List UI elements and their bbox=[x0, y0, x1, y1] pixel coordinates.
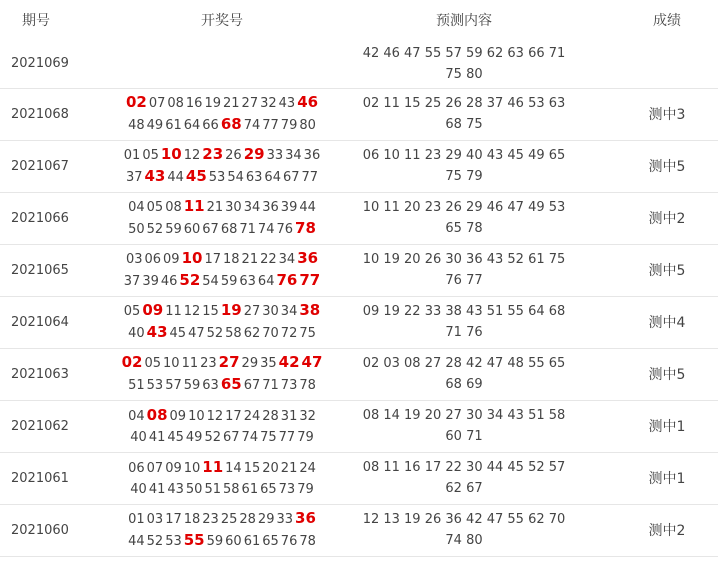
draw-number: 59 bbox=[220, 274, 238, 289]
result-cell bbox=[576, 40, 718, 88]
hit-number: 55 bbox=[183, 531, 205, 549]
result-cell: 测中1 bbox=[576, 452, 718, 504]
draw-number: 33 bbox=[276, 512, 294, 527]
draw-number: 58 bbox=[225, 326, 242, 341]
draw-number: 60 bbox=[225, 534, 242, 549]
prediction-line: 02 11 15 25 26 28 37 46 53 63 bbox=[362, 96, 566, 111]
draw-number: 07 bbox=[146, 460, 164, 476]
draw-numbers-line bbox=[92, 352, 352, 374]
hit-number: 29 bbox=[243, 145, 265, 163]
draw-number: 27 bbox=[243, 304, 261, 319]
draw-number: 41 bbox=[148, 481, 166, 497]
prediction-cell bbox=[352, 504, 576, 556]
prediction-line: 60 71 bbox=[445, 429, 483, 444]
draw-numbers-line bbox=[92, 530, 352, 552]
draw-number: 34 bbox=[243, 200, 261, 215]
draw-number: 28 bbox=[262, 408, 279, 424]
draw-number: 05 bbox=[123, 304, 141, 319]
draw-number: 52 bbox=[146, 534, 164, 549]
draw-number: 12 bbox=[183, 148, 201, 163]
draw-number: 04 bbox=[128, 408, 145, 424]
draw-number: 08 bbox=[167, 96, 184, 111]
draw-number: 33 bbox=[266, 148, 284, 163]
draw-number: 44 bbox=[128, 534, 145, 549]
draw-number: 52 bbox=[146, 222, 164, 237]
draw-numbers-line bbox=[92, 92, 352, 114]
hit-number: 27 bbox=[218, 353, 240, 371]
draw-number: 52 bbox=[204, 429, 221, 445]
hit-number: 77 bbox=[299, 271, 321, 289]
draw-number: 21 bbox=[241, 252, 259, 267]
hit-number: 02 bbox=[121, 353, 143, 371]
draw-number: 45 bbox=[167, 429, 184, 445]
draw-numbers-cell bbox=[92, 296, 352, 348]
draw-numbers-line bbox=[92, 405, 352, 427]
hit-number: 76 bbox=[276, 271, 298, 289]
draw-number: 46 bbox=[160, 274, 178, 289]
draw-number: 45 bbox=[169, 326, 187, 341]
draw-numbers-cell bbox=[92, 88, 352, 140]
prediction-line: 12 13 19 26 36 42 47 55 62 70 bbox=[362, 512, 566, 527]
draw-number: 14 bbox=[225, 460, 242, 476]
draw-number: 04 bbox=[128, 200, 145, 215]
draw-number: 21 bbox=[206, 200, 224, 215]
draw-number: 39 bbox=[142, 274, 159, 289]
draw-number: 53 bbox=[165, 534, 182, 549]
draw-number: 34 bbox=[278, 252, 296, 267]
draw-number: 32 bbox=[260, 96, 277, 111]
draw-number: 21 bbox=[280, 460, 298, 476]
draw-number: 59 bbox=[165, 222, 182, 237]
draw-number: 17 bbox=[165, 512, 182, 527]
prediction-line: 68 75 bbox=[445, 117, 483, 132]
draw-number: 15 bbox=[243, 460, 261, 476]
draw-number: 70 bbox=[262, 326, 279, 341]
draw-numbers-cell bbox=[92, 244, 352, 296]
hit-number: 11 bbox=[183, 197, 205, 215]
draw-number: 50 bbox=[185, 481, 203, 497]
hit-number: 36 bbox=[297, 249, 319, 267]
prediction-line: 74 80 bbox=[445, 533, 483, 548]
draw-number: 50 bbox=[128, 222, 145, 237]
hit-number: 36 bbox=[295, 509, 316, 527]
header-numbers: 开奖号 bbox=[201, 13, 243, 29]
draw-number: 68 bbox=[220, 222, 238, 237]
prediction-cell bbox=[352, 40, 576, 88]
header-result: 成绩 bbox=[653, 13, 681, 29]
issue-cell: 2021062 bbox=[0, 400, 92, 452]
prediction-cell bbox=[352, 192, 576, 244]
table-row bbox=[0, 452, 718, 504]
draw-numbers-line bbox=[92, 300, 352, 322]
draw-number: 76 bbox=[280, 534, 298, 549]
draw-number: 18 bbox=[223, 252, 240, 267]
draw-number: 67 bbox=[223, 429, 240, 445]
draw-numbers-cell bbox=[92, 400, 352, 452]
draw-numbers-line bbox=[92, 144, 352, 166]
draw-number: 17 bbox=[225, 408, 242, 424]
draw-number: 60 bbox=[183, 222, 201, 237]
draw-number: 72 bbox=[280, 326, 298, 341]
draw-number: 32 bbox=[299, 408, 316, 424]
draw-number: 37 bbox=[123, 274, 141, 289]
table-row bbox=[0, 504, 718, 556]
draw-number: 07 bbox=[148, 96, 166, 111]
draw-number: 64 bbox=[257, 274, 275, 289]
draw-number: 09 bbox=[163, 252, 180, 267]
draw-number: 20 bbox=[262, 460, 279, 476]
prediction-line: 75 79 bbox=[445, 169, 483, 184]
draw-numbers-cell bbox=[92, 452, 352, 504]
draw-number: 21 bbox=[223, 96, 240, 111]
result-cell: 测中3 bbox=[576, 88, 718, 140]
draw-number: 24 bbox=[243, 408, 261, 424]
table-row bbox=[0, 88, 718, 140]
draw-number: 79 bbox=[297, 429, 314, 445]
draw-number: 49 bbox=[146, 118, 164, 133]
prediction-line: 02 03 08 27 28 42 47 48 55 65 bbox=[362, 356, 566, 371]
header-issue: 期号 bbox=[22, 13, 50, 29]
prediction-line: 76 77 bbox=[445, 273, 483, 288]
draw-number: 64 bbox=[183, 118, 201, 133]
issue-cell: 2021064 bbox=[0, 296, 92, 348]
draw-number: 53 bbox=[208, 170, 226, 185]
draw-number: 41 bbox=[148, 429, 166, 445]
hit-number: 68 bbox=[220, 115, 242, 133]
draw-numbers-line bbox=[92, 322, 352, 344]
draw-number: 73 bbox=[280, 378, 298, 393]
prediction-line: 10 19 20 26 30 36 43 52 61 75 bbox=[362, 252, 566, 267]
prediction-cell bbox=[352, 400, 576, 452]
draw-number: 73 bbox=[278, 481, 296, 497]
draw-number: 28 bbox=[239, 512, 256, 527]
prediction-line: 75 80 bbox=[445, 66, 483, 82]
table-row bbox=[0, 40, 718, 88]
draw-number: 53 bbox=[146, 378, 164, 393]
draw-number: 67 bbox=[243, 378, 261, 393]
prediction-line: 06 10 11 23 29 40 43 45 49 65 bbox=[362, 148, 566, 163]
draw-number: 66 bbox=[202, 118, 219, 133]
draw-number: 47 bbox=[188, 326, 205, 341]
prediction-cell bbox=[352, 140, 576, 192]
draw-numbers-cell bbox=[92, 40, 352, 88]
draw-number: 19 bbox=[204, 96, 221, 111]
draw-number: 25 bbox=[220, 512, 238, 527]
prediction-line: 08 11 16 17 22 30 44 45 52 57 bbox=[362, 460, 566, 475]
draw-numbers-cell bbox=[92, 140, 352, 192]
draw-number: 65 bbox=[262, 534, 279, 549]
issue-cell: 2021060 bbox=[0, 504, 92, 556]
table-header-row bbox=[0, 0, 718, 40]
draw-number: 03 bbox=[125, 252, 143, 267]
draw-number: 34 bbox=[285, 148, 302, 163]
draw-number: 48 bbox=[128, 118, 145, 133]
prediction-line: 68 69 bbox=[445, 377, 483, 392]
draw-number: 15 bbox=[202, 304, 219, 319]
draw-number: 78 bbox=[299, 534, 316, 549]
draw-number: 40 bbox=[130, 429, 147, 445]
draw-number: 77 bbox=[301, 170, 319, 185]
draw-number: 51 bbox=[128, 378, 145, 393]
hit-number: 65 bbox=[220, 375, 242, 393]
draw-number: 58 bbox=[223, 481, 240, 497]
prediction-line: 08 14 19 20 27 30 34 43 51 58 bbox=[362, 408, 566, 423]
draw-number: 52 bbox=[206, 326, 224, 341]
draw-number: 01 bbox=[128, 512, 145, 527]
draw-number: 77 bbox=[262, 118, 279, 133]
draw-numbers-cell bbox=[92, 192, 352, 244]
draw-number: 36 bbox=[262, 200, 279, 215]
draw-number: 59 bbox=[206, 534, 224, 549]
hit-number: 42 bbox=[278, 353, 300, 371]
draw-number: 03 bbox=[146, 512, 164, 527]
prediction-cell bbox=[352, 244, 576, 296]
draw-number: 71 bbox=[239, 222, 256, 237]
draw-number: 09 bbox=[165, 460, 182, 476]
draw-number: 11 bbox=[165, 304, 182, 319]
draw-number: 30 bbox=[262, 304, 279, 319]
draw-numbers-line bbox=[92, 427, 352, 448]
draw-number: 01 bbox=[123, 148, 141, 163]
draw-number: 10 bbox=[183, 460, 201, 476]
draw-numbers-cell bbox=[92, 348, 352, 400]
table-row bbox=[0, 244, 718, 296]
draw-number: 77 bbox=[278, 429, 296, 445]
draw-number: 63 bbox=[245, 170, 263, 185]
issue-cell: 2021061 bbox=[0, 452, 92, 504]
hit-number: 43 bbox=[146, 323, 168, 341]
draw-number: 12 bbox=[206, 408, 224, 424]
draw-number: 44 bbox=[167, 170, 184, 185]
draw-number: 37 bbox=[125, 170, 143, 185]
result-cell: 测中5 bbox=[576, 244, 718, 296]
hit-number: 45 bbox=[185, 167, 207, 185]
hit-number: 43 bbox=[144, 167, 166, 185]
issue-cell: 2021068 bbox=[0, 88, 92, 140]
hit-number: 38 bbox=[299, 301, 321, 319]
draw-numbers-line bbox=[92, 248, 352, 270]
draw-number: 61 bbox=[165, 118, 182, 133]
draw-number: 09 bbox=[169, 408, 187, 424]
draw-number: 67 bbox=[282, 170, 300, 185]
table-row bbox=[0, 348, 718, 400]
draw-number: 29 bbox=[257, 512, 275, 527]
draw-number: 64 bbox=[264, 170, 281, 185]
draw-number: 65 bbox=[260, 481, 277, 497]
draw-number: 39 bbox=[280, 200, 298, 215]
draw-number: 10 bbox=[188, 408, 205, 424]
draw-number: 74 bbox=[243, 118, 261, 133]
draw-number: 62 bbox=[243, 326, 261, 341]
draw-number: 79 bbox=[280, 118, 298, 133]
draw-numbers-line bbox=[92, 457, 352, 479]
draw-number: 11 bbox=[181, 356, 199, 371]
issue-cell: 2021063 bbox=[0, 348, 92, 400]
draw-number: 06 bbox=[128, 460, 145, 476]
hit-number: 19 bbox=[220, 301, 242, 319]
draw-number: 59 bbox=[183, 378, 201, 393]
draw-number: 18 bbox=[183, 512, 201, 527]
hit-number: 11 bbox=[202, 457, 224, 476]
draw-number: 27 bbox=[241, 96, 259, 111]
hit-number: 02 bbox=[125, 93, 147, 111]
table-body bbox=[0, 40, 718, 556]
draw-number: 79 bbox=[297, 481, 314, 497]
draw-number: 23 bbox=[200, 356, 217, 371]
hit-number: 46 bbox=[297, 93, 319, 111]
result-cell: 测中5 bbox=[576, 140, 718, 192]
draw-number: 78 bbox=[299, 378, 316, 393]
draw-numbers-line bbox=[92, 114, 352, 136]
draw-number: 75 bbox=[260, 429, 277, 445]
draw-number: 40 bbox=[128, 326, 145, 341]
draw-number: 10 bbox=[163, 356, 180, 371]
prediction-cell bbox=[352, 348, 576, 400]
draw-numbers-line bbox=[92, 270, 352, 292]
table-row bbox=[0, 192, 718, 244]
draw-number: 23 bbox=[202, 512, 219, 527]
table-row bbox=[0, 400, 718, 452]
draw-number: 61 bbox=[241, 481, 259, 497]
draw-number: 74 bbox=[257, 222, 275, 237]
issue-cell: 2021067 bbox=[0, 140, 92, 192]
draw-number: 75 bbox=[299, 326, 316, 341]
hit-number: 09 bbox=[142, 301, 164, 319]
draw-number: 61 bbox=[243, 534, 261, 549]
draw-number: 44 bbox=[299, 200, 316, 215]
draw-numbers-cell bbox=[92, 504, 352, 556]
draw-number: 26 bbox=[225, 148, 242, 163]
draw-number: 16 bbox=[185, 96, 203, 111]
draw-number: 35 bbox=[260, 356, 277, 371]
draw-number: 40 bbox=[130, 481, 147, 497]
draw-numbers-line bbox=[92, 196, 352, 218]
hit-number: 10 bbox=[160, 145, 182, 163]
hit-number: 52 bbox=[179, 271, 201, 289]
result-cell: 测中5 bbox=[576, 348, 718, 400]
draw-number: 74 bbox=[241, 429, 259, 445]
draw-number: 29 bbox=[241, 356, 259, 371]
draw-number: 71 bbox=[262, 378, 279, 393]
draw-number: 43 bbox=[167, 481, 184, 497]
prediction-cell bbox=[352, 88, 576, 140]
draw-number: 63 bbox=[239, 274, 256, 289]
prediction-line: 65 78 bbox=[445, 221, 483, 236]
draw-numbers-line bbox=[92, 479, 352, 500]
draw-number: 08 bbox=[165, 200, 182, 215]
prediction-line: 09 19 22 33 38 43 51 55 64 68 bbox=[362, 304, 566, 319]
result-cell: 测中1 bbox=[576, 400, 718, 452]
draw-number: 30 bbox=[225, 200, 242, 215]
draw-numbers-line bbox=[92, 508, 352, 530]
draw-number: 76 bbox=[276, 222, 294, 237]
prediction-cell bbox=[352, 296, 576, 348]
result-cell: 测中2 bbox=[576, 504, 718, 556]
draw-number: 36 bbox=[303, 148, 321, 163]
hit-number: 78 bbox=[295, 219, 316, 237]
table-row bbox=[0, 140, 718, 192]
prediction-line: 62 67 bbox=[445, 481, 483, 496]
result-cell: 测中4 bbox=[576, 296, 718, 348]
table-row bbox=[0, 296, 718, 348]
draw-number: 49 bbox=[185, 429, 203, 445]
issue-cell: 2021065 bbox=[0, 244, 92, 296]
hit-number: 47 bbox=[301, 353, 323, 371]
result-cell: 测中2 bbox=[576, 192, 718, 244]
draw-number: 51 bbox=[204, 481, 221, 497]
prediction-cell bbox=[352, 452, 576, 504]
draw-number: 67 bbox=[202, 222, 219, 237]
draw-number: 54 bbox=[202, 274, 219, 289]
draw-number: 43 bbox=[278, 96, 296, 111]
draw-number: 63 bbox=[202, 378, 219, 393]
prediction-line: 10 11 20 23 26 29 46 47 49 53 bbox=[362, 200, 566, 215]
draw-number: 54 bbox=[227, 170, 244, 185]
draw-number: 34 bbox=[280, 304, 298, 319]
draw-number: 24 bbox=[299, 460, 316, 476]
header-prediction: 预测内容 bbox=[436, 13, 492, 29]
draw-numbers-line bbox=[92, 166, 352, 188]
draw-number: 05 bbox=[144, 356, 162, 371]
draw-number: 57 bbox=[165, 378, 182, 393]
prediction-line: 71 76 bbox=[445, 325, 483, 340]
draw-number: 05 bbox=[146, 200, 164, 215]
draw-number: 22 bbox=[260, 252, 277, 267]
prediction-line: 42 46 47 55 57 59 62 63 66 71 bbox=[362, 45, 566, 61]
draw-number: 06 bbox=[144, 252, 162, 267]
hit-number: 08 bbox=[146, 405, 168, 424]
hit-number: 10 bbox=[181, 249, 203, 267]
hit-number: 23 bbox=[202, 145, 224, 163]
draw-number: 17 bbox=[204, 252, 221, 267]
issue-cell: 2021066 bbox=[0, 192, 92, 244]
draw-numbers-line bbox=[92, 218, 352, 240]
draw-number: 31 bbox=[280, 408, 298, 424]
draw-number: 80 bbox=[299, 118, 316, 133]
issue-cell: 2021069 bbox=[0, 40, 92, 88]
draw-number: 05 bbox=[142, 148, 159, 163]
draw-number: 12 bbox=[183, 304, 201, 319]
draw-numbers-line bbox=[92, 374, 352, 396]
